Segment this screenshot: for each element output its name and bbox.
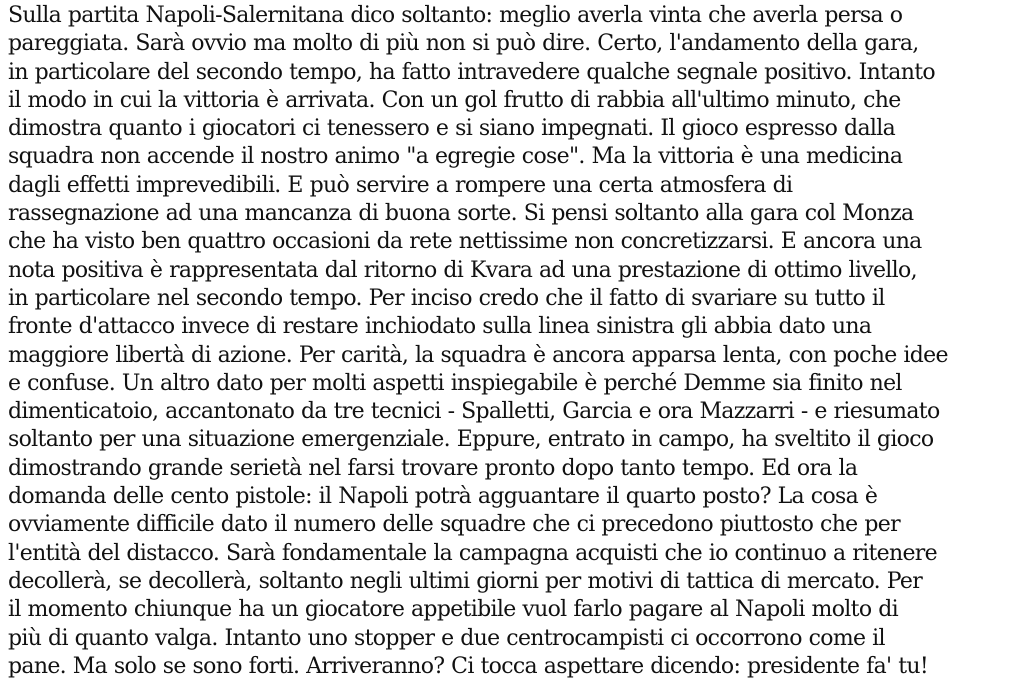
text-line: il modo in cui la vittoria è arrivata. Con un gol frutto di rabbia all'ultimo minuto, che [8, 87, 901, 113]
text-line: fronte d'attacco invece di restare inchiodato sulla linea sinistra gli abbia dato una [8, 314, 872, 340]
text-line: dimostrando grande serietà nel farsi trovare pronto dopo tanto tempo. Ed ora la [8, 455, 858, 481]
text-line: squadra non accende il nostro animo "a egregie cose". Ma la vittoria è una medicina [8, 144, 903, 170]
text-line: e confuse. Un altro dato per molti aspetti inspiegabile è perché Demme sia finito nel [8, 370, 902, 396]
text-line: più di quanto valga. Intanto uno stopper e due centrocampisti ci occorrono come il [8, 625, 885, 651]
text-line: pareggiata. Sarà ovvio ma molto di più non si può dire. Certo, l'andamento della gara, [8, 31, 919, 57]
text-line: decollerà, se decollerà, soltanto negli ultimi giorni per motivi di tattica di mercato. Per [8, 568, 923, 594]
text-line: che ha visto ben quattro occasioni da rete nettissime non concretizzarsi. E ancora una [8, 229, 922, 255]
text-line: domanda delle cento pistole: il Napoli potrà agguantare il quarto posto? La cosa è [8, 484, 878, 510]
text-line: in particolare del secondo tempo, ha fatto intravedere qualche segnale positivo. Intanto [8, 59, 935, 85]
text-line: soltanto per una situazione emergenziale. Eppure, entrato in campo, ha sveltito il gioco [8, 427, 934, 453]
text-line: dimenticatoio, accantonato da tre tecnici - Spalletti, Garcia e ora Mazzarri - e riesumato [8, 399, 940, 425]
text-line: Sulla partita Napoli-Salernitana dico soltanto: meglio averla vinta che averla persa o [8, 3, 903, 28]
text-line: dimostra quanto i giocatori ci tenessero e si siano impegnati. Il gioco espresso dalla [8, 116, 896, 142]
text-line: rassegnazione ad una mancanza di buona sorte. Si pensi soltanto alla gara col Monza [8, 201, 914, 227]
text-line: in particolare nel secondo tempo. Per inciso credo che il fatto di svariare su tutto il [8, 285, 885, 311]
text-line: pane. Ma solo se sono forti. Arriveranno? Ci tocca aspettare dicendo: presidente fa' tu! [8, 653, 929, 679]
text-line: dagli effetti imprevedibili. E può servire a rompere una certa atmosfera di [8, 172, 793, 198]
text-line: il momento chiunque ha un giocatore appetibile vuol farlo pagare al Napoli molto di [8, 597, 898, 623]
text-line: l'entità del distacco. Sarà fondamentale la campagna acquisti che io continuo a ritenere [8, 540, 937, 566]
text-line: nota positiva è rappresentata dal ritorno di Kvara ad una prestazione di ottimo livello, [8, 257, 917, 283]
text-line: maggiore libertà di azione. Per carità, la squadra è ancora apparsa lenta, con poche idee [8, 342, 948, 368]
text-line: ovviamente difficile dato il numero delle squadre che ci precedono piuttosto che per [8, 512, 900, 538]
